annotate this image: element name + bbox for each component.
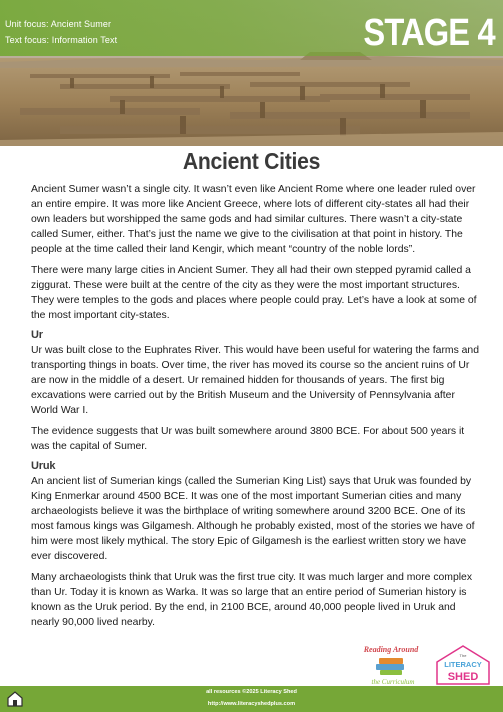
intro-paragraph: Ancient Sumer wasn’t a single city. It wasn’t even like Ancient Rome where one leader ruled over an entire empire. It was more like Ancient Greece, where lots of different city-states all had their own leaders but worshipped the same gods and had similar cultures. There wasn’t a city-state called Sumer, either. That’s just the name we give to the civilisation at that point in history. The people at the time called their land Kengir, which meant “country of the noble lords”.: [31, 184, 476, 255]
footer-bar: [0, 686, 503, 712]
page-title: Ancient Cities: [182, 148, 321, 174]
reading-around-top-text: Reading Around: [363, 645, 419, 654]
uruk-paragraph: Many archaeologists think that Uruk was the first true city. It was much larger and more complex than Ur. Today it is known as Warka. It was so large that an entire period of Sumerian history is known as the Uruk period. By the end, in 2100 BCE, around 40,000 people lived in Uruk and nearly 90,000 lived nearby.: [31, 572, 473, 628]
ur-paragraph: The evidence suggests that Ur was built somewhere around 3800 BCE. For about 500 years it was the capital of Sumer.: [31, 426, 465, 452]
literacy-shed-logo: [437, 646, 489, 684]
unit-focus-label: Unit focus: Ancient Sumer: [5, 19, 112, 29]
intro-paragraph: There were many large cities in Ancient Sumer. They all had their own stepped pyramid called a ziggurat. These were built at the centre of the city as they were the most important structures. They were temples to the gods and places where people could pray. Let’s have a look at some of the most important city-states.: [31, 265, 477, 321]
book-icon: [380, 670, 402, 675]
stage-label: STAGE 4: [363, 12, 495, 54]
literacy-shed-bottom-text: SHED: [447, 671, 479, 683]
text-focus-label: Text focus: Information Text: [5, 35, 118, 45]
section-heading-ur: Ur: [31, 329, 43, 341]
section-heading-uruk: Uruk: [31, 460, 56, 472]
footer-url-link[interactable]: http://www.literacyshedplus.com: [207, 701, 296, 707]
header-banner: [0, 0, 503, 146]
footer-copyright: all resources ©2025 Literacy Shed: [206, 689, 297, 695]
ur-paragraph: Ur was built close to the Euphrates River. This would have been useful for watering the farms and transporting things in boats. Over time, the river has moved its course so the ancient ruins of Ur are now in the middle of a desert. Ur remained hidden for thousands of years. The first big excavations were carried out by the British Museum and the University of Pennsylvania after World War I.: [31, 345, 479, 416]
literacy-shed-top-text: LITERACY: [444, 660, 482, 669]
article-body: [31, 182, 480, 636]
reading-around-bottom-text: the Curriculum: [371, 678, 415, 686]
book-icon: [376, 664, 404, 670]
book-icon: [379, 658, 403, 664]
brand-logos: [357, 640, 497, 688]
reading-around-curriculum-logo: [363, 645, 420, 686]
uruk-paragraph: An ancient list of Sumerian kings (called the Sumerian King List) says that Uruk was founded by King Enmerkar around 4500 BCE. It was one of the most important Sumerian cities and many archaeologists believe it was the birthplace of writing somewhere around 3200 BCE. One of its most famous kings was Gilgamesh. Although he probably existed, most of the stories we have of him were most likely mythical. The story Epic of Gilgamesh is the earliest written story we have ever discovered.: [31, 476, 475, 562]
literacy-shed-small-text: The: [459, 653, 467, 658]
